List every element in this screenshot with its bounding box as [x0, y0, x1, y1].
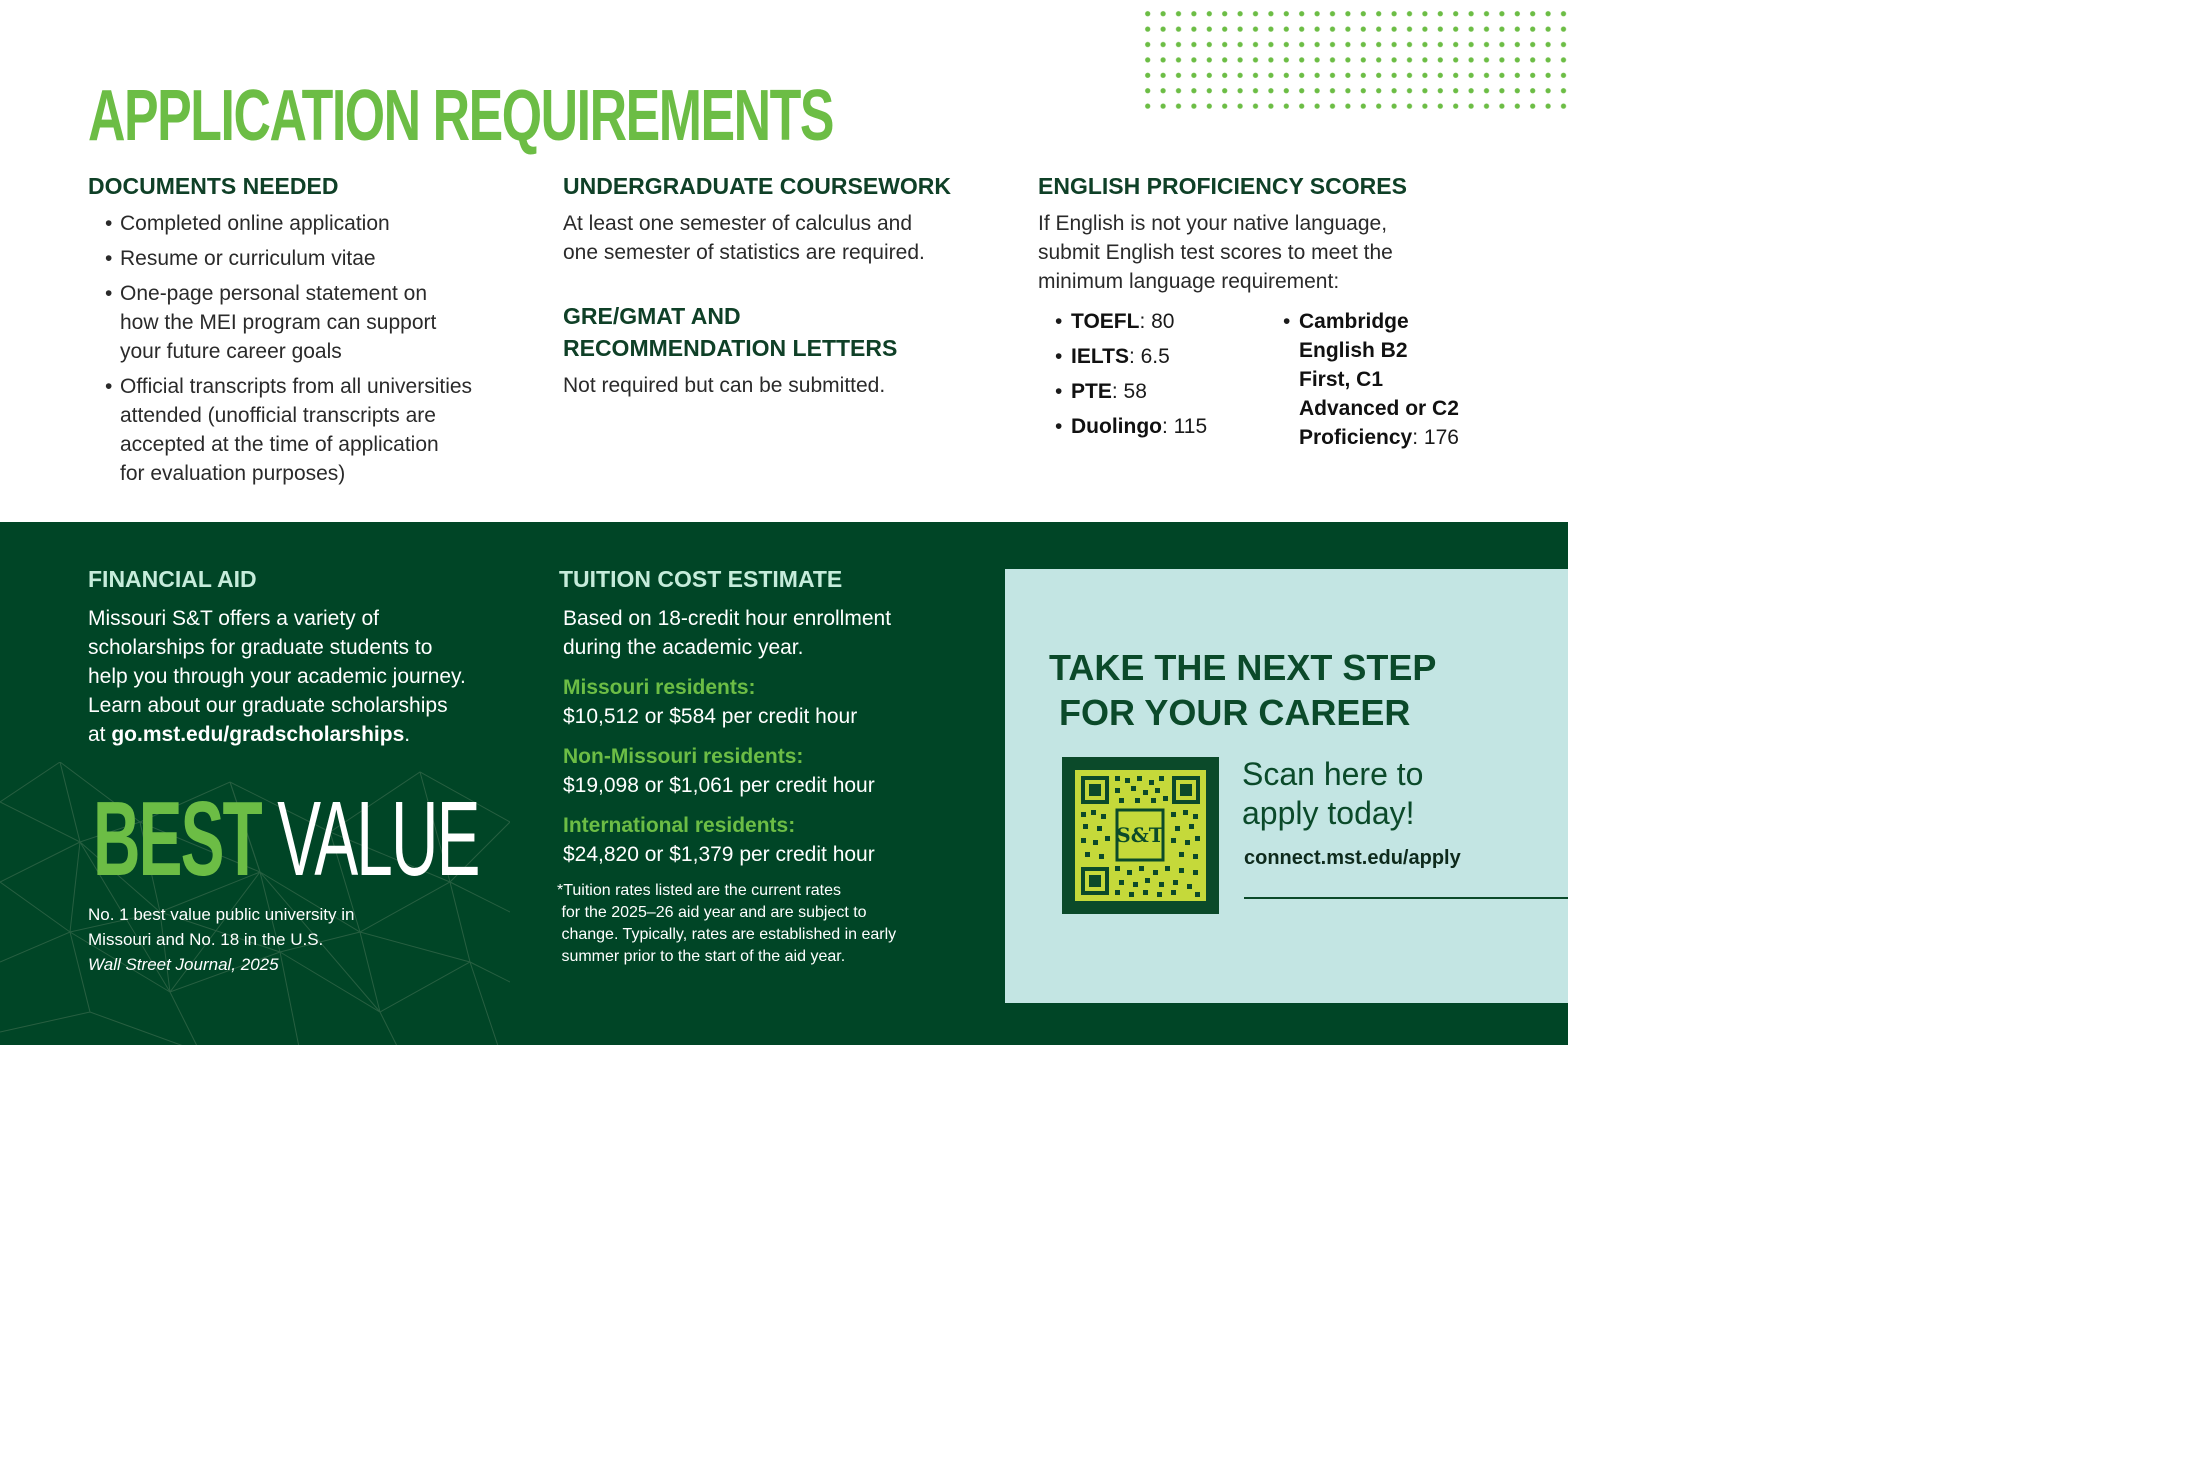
documents-list: [88, 209, 528, 494]
info-band: [0, 522, 1568, 1045]
cta-title: TAKE THE NEXT STEP FOR YOUR CAREER: [1049, 647, 1437, 733]
score-item-pte: • PTE: 58: [1055, 380, 1147, 403]
apply-link[interactable]: connect.mst.edu/apply: [1244, 847, 1461, 869]
best-value-text: No. 1 best value public university in Missouri and No. 18 in the U.S. Wall Street Journal, 2025: [88, 905, 355, 974]
dot-pattern-decoration: [1140, 6, 1568, 118]
coursework-heading: UNDERGRADUATE COURSEWORK: [563, 173, 952, 199]
tuition-rates: [563, 673, 875, 869]
list-item: • One-page personal statement on how the MEI program can support your future career goals: [105, 282, 437, 363]
scores-list-left: [1055, 307, 1255, 447]
list-item: • Official transcripts from all universities attended (unofficial transcripts are accepted at the time of application for evaluation purposes): [105, 375, 473, 485]
list-item: • Completed online application: [105, 212, 390, 235]
rate-missouri: Missouri residents: $10,512 or $584 per credit hour: [563, 676, 858, 728]
scan-instruction: Scan here to apply today!: [1242, 756, 1424, 831]
svg-text:S&T: S&T: [1116, 823, 1164, 847]
qr-code-frame[interactable]: [1062, 757, 1219, 914]
tuition-intro: Based on 18-credit hour enrollment during the academic year.: [563, 607, 892, 659]
page-title: APPLICATION REQUIREMENTS: [88, 76, 833, 156]
qr-code-icon[interactable]: [1075, 770, 1206, 901]
gre-text: Not required but can be submitted.: [563, 374, 886, 397]
score-item-ielts: • IELTS: 6.5: [1055, 345, 1170, 368]
financial-aid-text: Missouri S&T offers a variety of scholarships for graduate students to help you through your academic journey. Learn about our graduate scholarships at go.mst.edu/gradscholarships.: [88, 607, 466, 746]
scholarships-link[interactable]: go.mst.edu/gradscholarships: [111, 723, 405, 746]
scores-list-right: [1283, 307, 1513, 458]
tuition-heading: TUITION COST ESTIMATE: [559, 566, 843, 592]
documents-heading: DOCUMENTS NEEDED: [88, 173, 339, 199]
divider: [1244, 897, 1568, 899]
english-heading: ENGLISH PROFICIENCY SCORES: [1038, 173, 1407, 199]
best-value-logo: BEST VALUE: [93, 780, 479, 898]
score-item-duolingo: • Duolingo: 115: [1055, 415, 1208, 438]
rate-non-missouri: Non-Missouri residents: $19,098 or $1,061 per credit hour: [563, 745, 875, 797]
list-item: • Resume or curriculum vitae: [105, 247, 376, 270]
gre-heading: GRE/GMAT AND RECOMMENDATION LETTERS: [563, 303, 898, 361]
score-item-cambridge: • Cambridge English B2 First, C1 Advanced or C2 Proficiency: 176: [1283, 310, 1459, 449]
english-text: If English is not your native language, submit English test scores to meet the minimum language requirement:: [1038, 212, 1393, 293]
cta-panel: [1005, 569, 1568, 1003]
rate-international: International residents: $24,820 or $1,379 per credit hour: [563, 814, 875, 866]
coursework-text: At least one semester of calculus and one semester of statistics are required.: [563, 212, 925, 264]
tuition-footnote: *Tuition rates listed are the current rates for the 2025–26 aid year and are subject to change. Typically, rates are established in early summer prior to the start of the aid year.: [557, 882, 897, 965]
financial-aid-heading: FINANCIAL AID: [88, 566, 257, 592]
score-item-toefl: • TOEFL: 80: [1055, 310, 1175, 333]
